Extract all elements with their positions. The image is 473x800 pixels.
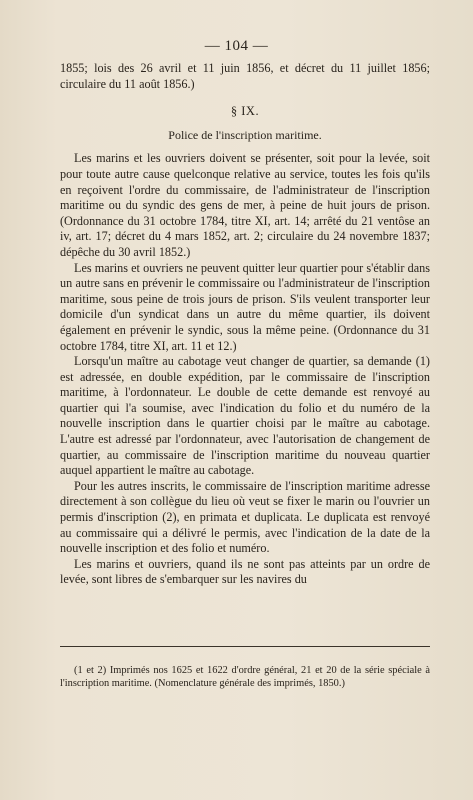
footnote: (1 et 2) Imprimés nos 1625 et 1622 d'ordre général, 21 et 20 de la série spéciale à l'inscription maritime. (Nomenclature générale des imprimés, 1850.) bbox=[60, 665, 430, 690]
paragraph-embarkation: Les marins et ouvriers, quand ils ne sont pas atteints par un ordre de levée, sont libres de s'embarquer sur les navires du bbox=[60, 556, 430, 587]
section-title: Police de l'inscription maritime. bbox=[168, 127, 322, 142]
paragraph-change-residence: Les marins et ouvriers ne peuvent quitter leur quartier pour s'établir dans un autre sans en prévenir le commissaire ou l'administrateur de l'inscription maritime, sous peine de trois jours de prison. S'ils veulent transporter leur domicile d'un syndicat dans un autre du même quartier, ils doivent également en prévenir le syndic, sous la même peine. (Ordonnance du 31 octobre 1784, titre XI, art. 11 et 12.) bbox=[60, 260, 430, 353]
paragraph-cabotage-master: Lorsqu'un maître au cabotage veut changer de quartier, sa demande (1) est adressée, en double expédition, par le commissaire de l'inscription maritime, à l'ordonnateur. Le double de cette demande est renvoyé au quartier qui l'a soumise, avec l'indication du folio et du numéro de la nouvelle inscription dans le quartier choisi par le maître au cabotage. L'autre est adressé par l'ordonnateur, avec l'autorisation de changement de quartier, au commissaire de l'inscription maritime du nouveau quartier auquel appartient le maître au cabotage. bbox=[60, 354, 430, 478]
section-number: § IX. bbox=[230, 104, 260, 119]
page-number: — 104 — bbox=[204, 38, 269, 54]
page-body bbox=[60, 61, 430, 588]
paragraph-other-registrants: Pour les autres inscrits, le commissaire de l'inscription maritime adresse directement à son collègue du lieu où veut se fixer le marin ou l'ouvrier un permis d'inscription (2), en primata et duplicata. Le duplicata est renvoyé au commissaire qui a délivré le permis, avec l'indication de la date de la nouvelle inscription et des folio et numéro. bbox=[60, 478, 430, 556]
intro-text: 1855; lois des 26 avril et 11 juin 1856, et décret du 11 juillet 1856; circulaire du 11 août 1856.) bbox=[60, 61, 430, 91]
footnote-divider bbox=[60, 646, 430, 647]
paragraph-presentation: Les marins et les ouvriers doivent se présenter, soit pour la levée, soit pour toute autre cause quelconque relative au service, toutes les fois qu'ils en reçoivent l'ordre du commissaire, de l'administrateur de l'inscription maritime ou du syndic des gens de mer, à peine de huit jours de prison. (Ordonnance du 31 octobre 1784, titre XI, art. 14; arrêté du 21 ventôse an iv, art. 17; décret du 4 mars 1852, art. 2; circulaire du 24 novembre 1837; dépêche du 30 avril 1852.) bbox=[60, 151, 430, 259]
